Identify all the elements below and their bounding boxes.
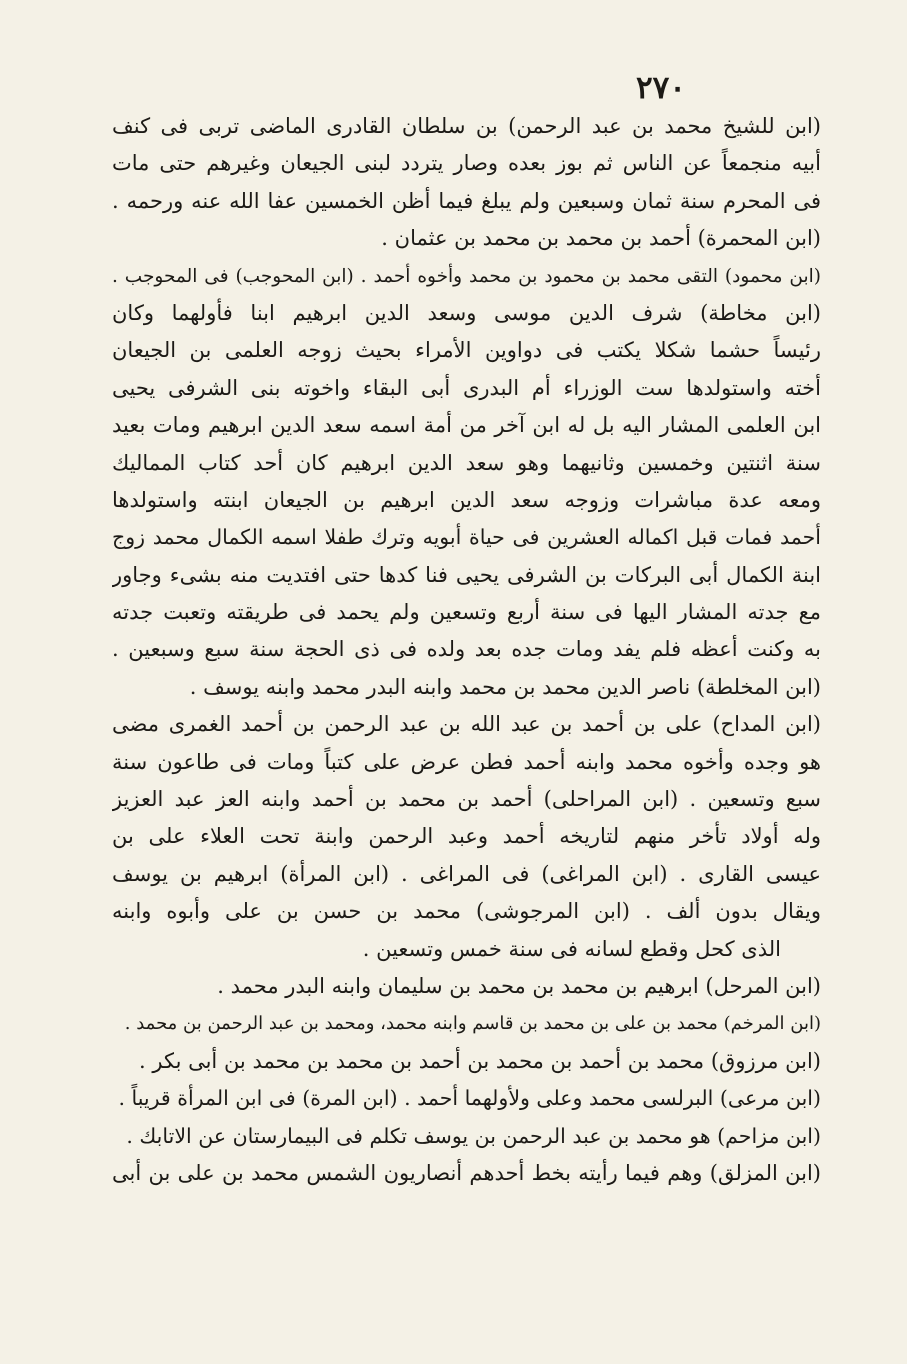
text-line: ومعه عدة مباشرات وزوجه سعد الدين ابرهيم بن الجيعان ابنته واستولدها xyxy=(112,487,821,512)
text-line: (ابن محمود) التقى محمد بن محمود بن محمد وأخوه أحمد . (ابن المحوجب) فى المحوجب . xyxy=(112,265,821,287)
text-line: الذى كحل وقطع لسانه فى سنة خمس وتسعين . xyxy=(362,936,781,961)
text-line: (ابن مزاحم) هو محمد بن عبد الرحمن بن يوسف تكلم فى البيمارستان عن الاتابك . xyxy=(126,1123,821,1148)
text-line: ابن العلمى المشار اليه بل له ابن آخر من أمة اسمه سعد الدين ابرهيم ومات بعيد xyxy=(112,413,821,438)
text-line: (ابن مرعى) البرلسى محمد وعلى ولأولهما أحمد . (ابن المرة) فى ابن المرأة قريباً . xyxy=(118,1086,821,1111)
text-line: (ابن مخاطة) شرف الدين موسى وسعد الدين ابرهيم ابنا فأولهما وكان xyxy=(112,300,821,325)
text-body xyxy=(112,108,821,1192)
text-line: (ابن المداح) على بن أحمد بن عبد الله بن عبد الرحمن بن أحمد الغمرى مضى xyxy=(112,712,821,737)
text-line: (ابن المرحل) ابرهيم بن محمد بن محمد بن سليمان وابنه البدر محمد . xyxy=(217,973,821,998)
text-line: رئيساً حشما شكلا يكتب فى دواوين الأمراء بحيث زوجه العلمى بن الجيعان xyxy=(112,338,821,363)
text-line: (ابن مرزوق) محمد بن أحمد بن محمد بن أحمد بن محمد بن محمد بن أبى بكر . xyxy=(139,1048,821,1073)
text-line: (ابن المزلق) وهم فيما رأيته بخط أحدهم أنصاريون الشمس محمد بن على بن أبى xyxy=(112,1160,821,1185)
text-line: ابنة الكمال أبى البركات بن الشرفى يحيى فنا كدها حتى افتديت منه بشىء وجاور xyxy=(112,562,821,587)
text-line: سبع وتسعين . (ابن المراحلى) أحمد بن محمد بن أحمد وابنه العز عبد العزيز xyxy=(112,787,821,812)
text-line: هو وجده وأخوه محمد وابنه أحمد فطن عرض على كتباً ومات فى طاعون سنة xyxy=(112,749,821,774)
text-line: أخته واستولدها ست الوزراء أم البدرى أبى البقاء واخوته بنى الشرفى يحيى xyxy=(112,375,821,400)
text-line: (ابن المخلطة) ناصر الدين محمد بن محمد وابنه البدر محمد وابنه يوسف . xyxy=(189,674,821,699)
text-line: به وكنت أعظه فلم يفد ومات جده بعد ولده فى ذى الحجة سنة سبع وسبعين . xyxy=(112,637,821,662)
text-line: (ابن المحمرة) أحمد بن محمد بن محمد بن عثمان . xyxy=(381,226,821,251)
text-line: عيسى القارى . (ابن المراغى) فى المراغى . (ابن المرأة) ابرهيم بن يوسف xyxy=(112,861,821,886)
text-line: فى المحرم سنة ثمان وسبعين ولم يبلغ فيما أظن الخمسين عفا الله عنه ورحمه . xyxy=(112,188,821,213)
text-line: أبيه منجمعاً عن الناس ثم بوز بعده وصار يتردد لبنى الجيعان وغيرهم حتى مات xyxy=(112,151,821,176)
text-line: مع جدته المشار اليها فى سنة أربع وتسعين ولم يحمد فى طريقته وتعبت جدته xyxy=(112,600,821,625)
text-line: سنة اثنتين وخمسين وثانيهما وهو سعد الدين ابرهيم كان أحد كتاب المماليك xyxy=(112,450,821,475)
text-line: (ابن المرخم) محمد بن على بن محمد بن قاسم وابنه محمد، ومحمد بن عبد الرحمن بن محمد . xyxy=(124,1013,821,1035)
text-line: وله أولاد تأخر منهم لتاريخه أحمد وعبد الرحمن وابنة تحت العلاء على بن xyxy=(112,824,821,849)
text-line: (ابن للشيخ محمد بن عبد الرحمن) بن سلطان القادرى الماضى تربى فى كنف xyxy=(112,114,821,138)
page-number: ٢٧٠ xyxy=(636,70,686,106)
text-line: أحمد فمات قبل اكماله العشرين فى حياة أبويه وترك طفلا اسمه الكمال محمد زوج xyxy=(112,525,821,550)
text-line: ويقال بدون ألف . (ابن المرجوشى) محمد بن حسن بن على وأبوه وابنه xyxy=(112,899,821,924)
